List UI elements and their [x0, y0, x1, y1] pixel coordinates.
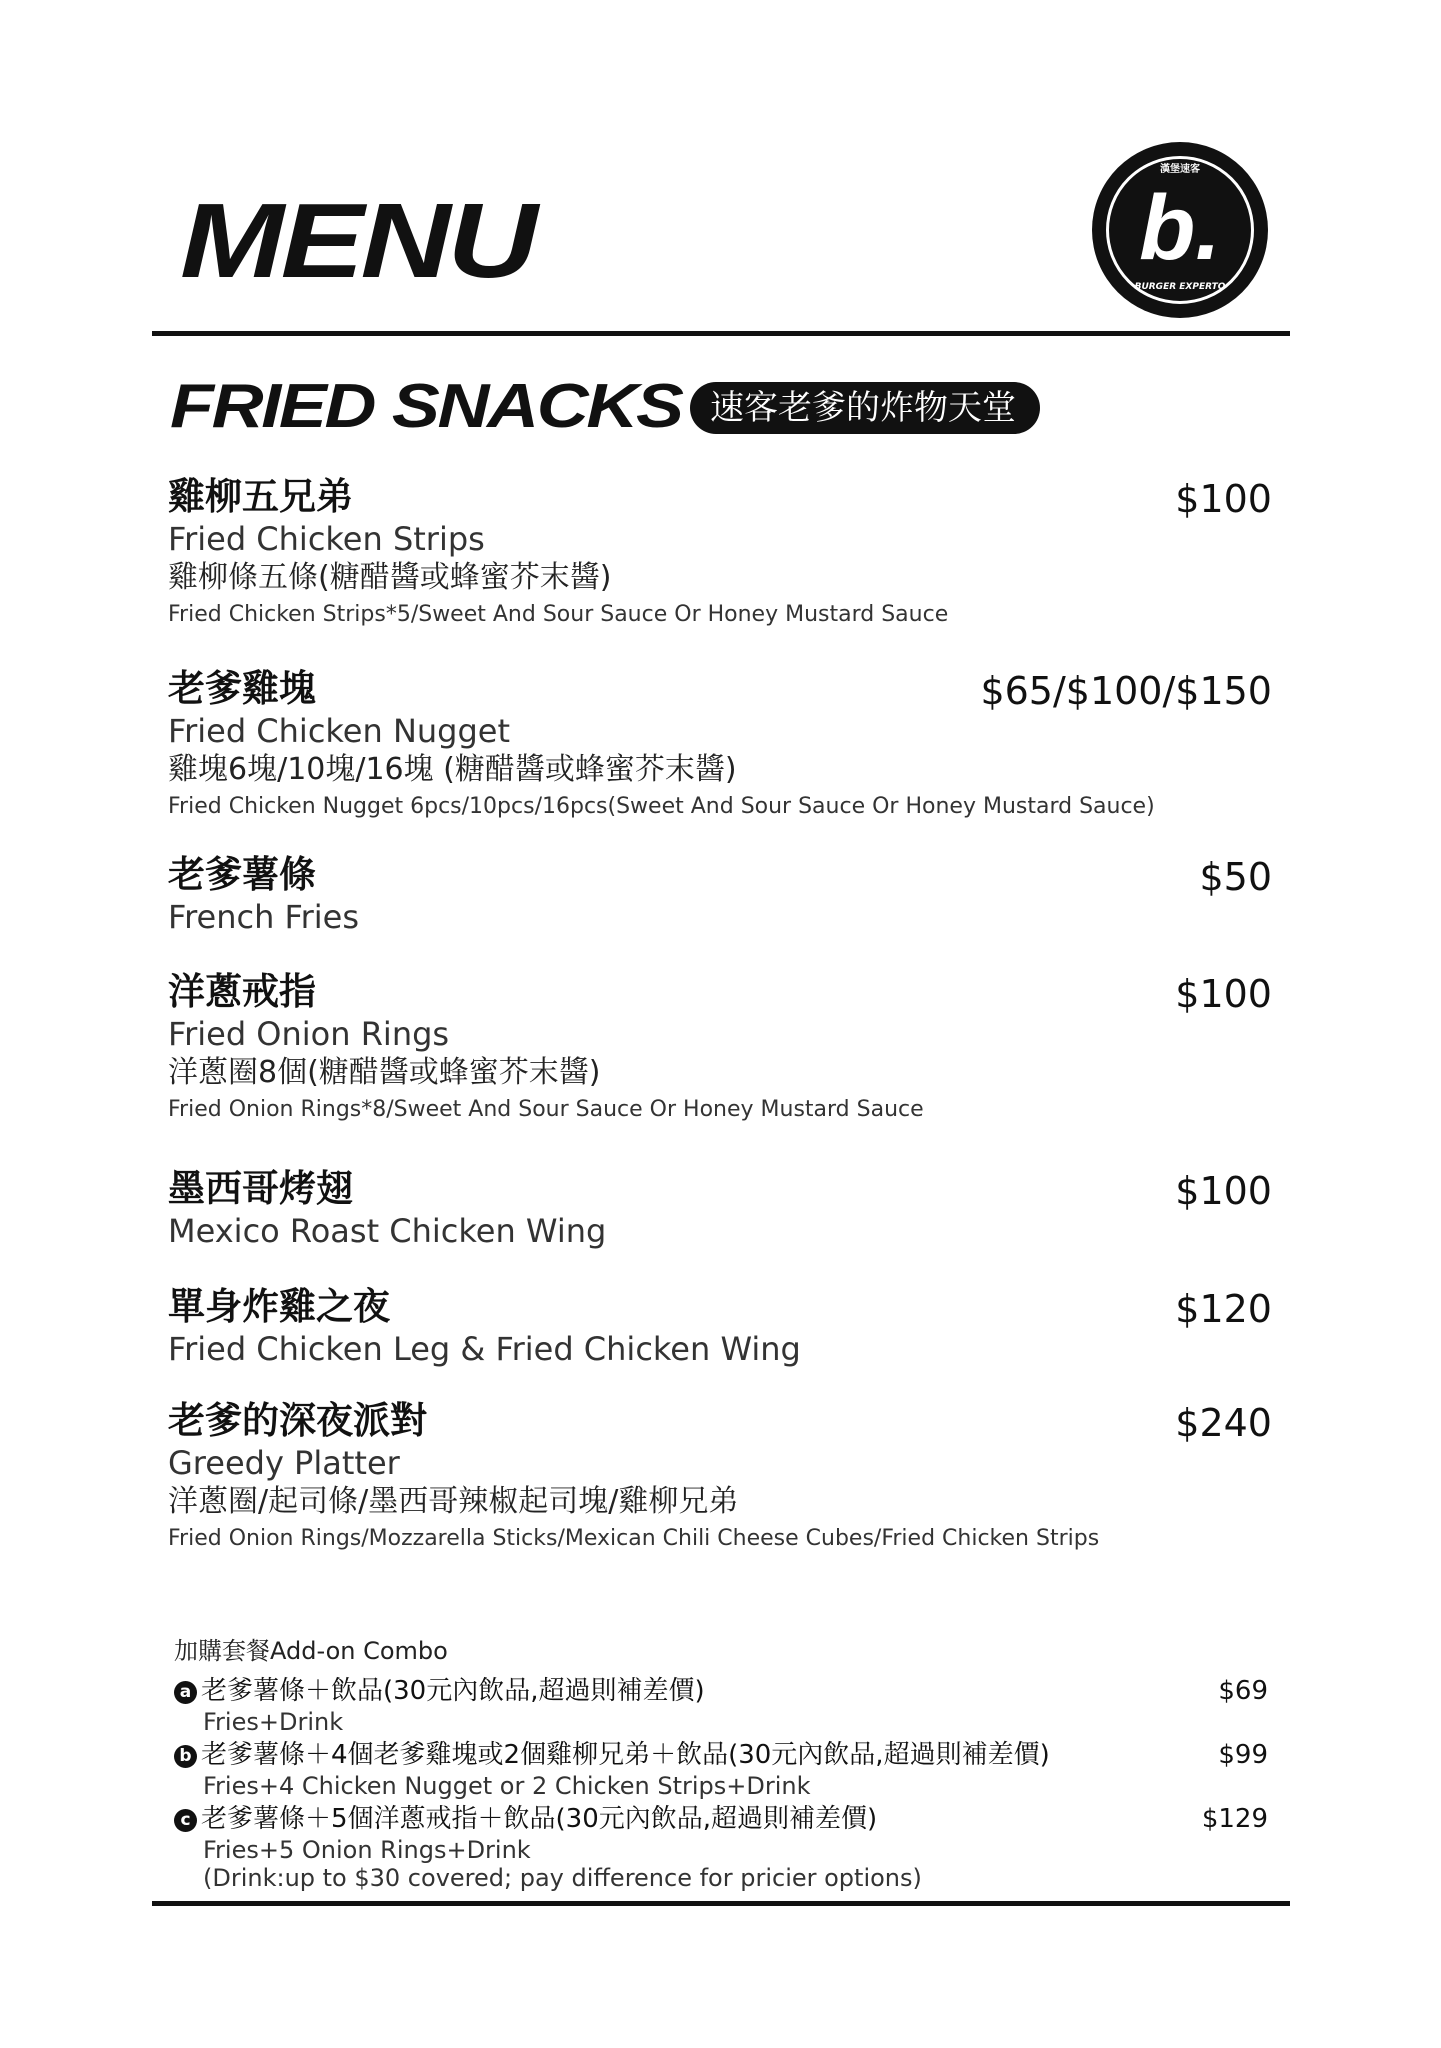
addon-heading: [174, 1634, 1268, 1668]
item-name-zh: 單身炸雞之夜: [168, 1285, 390, 1328]
combo-name-en: Fries+5 Onion Rings+Drink: [203, 1836, 531, 1864]
combo-name-zh: a 老爹薯條＋飲品(30元內飲品,超過則補差價): [174, 1674, 1268, 1708]
item-name-zh: 洋蔥戒指: [168, 970, 316, 1013]
item-desc-zh: 雞塊6塊/10塊/16塊 (糖醋醬或蜂蜜芥末醬): [168, 752, 737, 787]
menu-item: [168, 969, 1272, 1127]
item-price: $100: [1175, 1169, 1272, 1213]
combo-note: (Drink:up to $30 covered; pay difference for pricier options): [203, 1864, 922, 1892]
logo-top-text: 漢堡速客: [1160, 164, 1200, 175]
item-desc-en: Fried Onion Rings/Mozzarella Sticks/Mexican Chili Cheese Cubes/Fried Chicken Strips: [168, 1526, 1100, 1551]
item-desc-zh: 雞柳條五條(糖醋醬或蜂蜜芥末醬): [168, 560, 612, 595]
top-divider: [152, 331, 1290, 336]
combo-name-en: Fries+Drink: [203, 1708, 344, 1736]
item-name-en: Fried Chicken Leg & Fried Chicken Wing: [168, 1330, 801, 1368]
menu-item: [168, 666, 1272, 824]
item-name-en: Fried Chicken Strips: [168, 520, 485, 558]
item-price: $65/$100/$150: [980, 669, 1272, 713]
combo-c: [174, 1802, 1268, 1892]
addon-combo-section: [174, 1634, 1268, 1892]
item-name-en: Mexico Roast Chicken Wing: [168, 1212, 607, 1250]
section-subtitle-pill: 速客老爹的炸物天堂: [690, 382, 1040, 434]
item-desc-en: Fried Onion Rings*8/Sweet And Sour Sauce Or Honey Mustard Sauce: [168, 1097, 924, 1122]
item-name-zh: 老爹雞塊: [168, 667, 316, 710]
logo-letter: b.: [1139, 177, 1221, 279]
badge-a-icon: a: [174, 1681, 197, 1704]
menu-title: MENU: [180, 182, 535, 300]
bottom-divider: [152, 1901, 1290, 1906]
item-desc-zh: 洋蔥圈/起司條/墨西哥辣椒起司塊/雞柳兄弟: [168, 1484, 739, 1519]
combo-price: $99: [1218, 1740, 1268, 1770]
item-price: $100: [1175, 477, 1272, 521]
menu-item: [168, 1166, 1272, 1250]
item-desc-en: Fried Chicken Nugget 6pcs/10pcs/16pcs(Sweet And Sour Sauce Or Honey Mustard Sauce): [168, 794, 1155, 819]
item-desc-zh: 洋蔥圈8個(糖醋醬或蜂蜜芥末醬): [168, 1055, 601, 1090]
item-price: $120: [1175, 1287, 1272, 1331]
logo-bottom-text: BURGER EXPERTO: [1134, 282, 1226, 292]
menu-item: [168, 474, 1272, 632]
menu-item: [168, 1398, 1272, 1556]
menu-item: [168, 852, 1272, 936]
combo-name-en: Fries+4 Chicken Nugget or 2 Chicken Strips+Drink: [203, 1772, 811, 1800]
combo-price: $69: [1218, 1676, 1268, 1706]
brand-logo: [1092, 142, 1268, 318]
combo-name-zh: c 老爹薯條＋5個洋蔥戒指＋飲品(30元內飲品,超過則補差價): [174, 1802, 1268, 1836]
badge-c-icon: c: [174, 1809, 197, 1832]
combo-name-zh: b 老爹薯條＋4個老爹雞塊或2個雞柳兄弟＋飲品(30元內飲品,超過則補差價): [174, 1738, 1268, 1772]
item-name-en: Fried Chicken Nugget: [168, 712, 511, 750]
item-desc-en: Fried Chicken Strips*5/Sweet And Sour Sauce Or Honey Mustard Sauce: [168, 602, 949, 627]
item-price: $100: [1175, 972, 1272, 1016]
item-name-zh: 雞柳五兄弟: [168, 475, 353, 518]
combo-a: [174, 1674, 1268, 1736]
item-name-en: French Fries: [168, 898, 360, 936]
section-title: FRIED SNACKS: [170, 372, 682, 441]
combo-price: $129: [1201, 1804, 1268, 1834]
badge-b-icon: b: [174, 1745, 197, 1768]
item-price: $240: [1175, 1401, 1272, 1445]
addon-heading-en: Add-on Combo: [270, 1637, 448, 1665]
item-name-zh: 墨西哥烤翅: [168, 1167, 353, 1210]
item-name-zh: 老爹薯條: [168, 853, 316, 896]
menu-item: [168, 1284, 1272, 1368]
item-name-zh: 老爹的深夜派對: [168, 1399, 427, 1442]
combo-b: [174, 1738, 1268, 1800]
item-name-en: Greedy Platter: [168, 1444, 400, 1482]
addon-heading-zh: 加購套餐: [174, 1637, 270, 1665]
item-name-en: Fried Onion Rings: [168, 1015, 450, 1053]
item-price: $50: [1199, 855, 1272, 899]
